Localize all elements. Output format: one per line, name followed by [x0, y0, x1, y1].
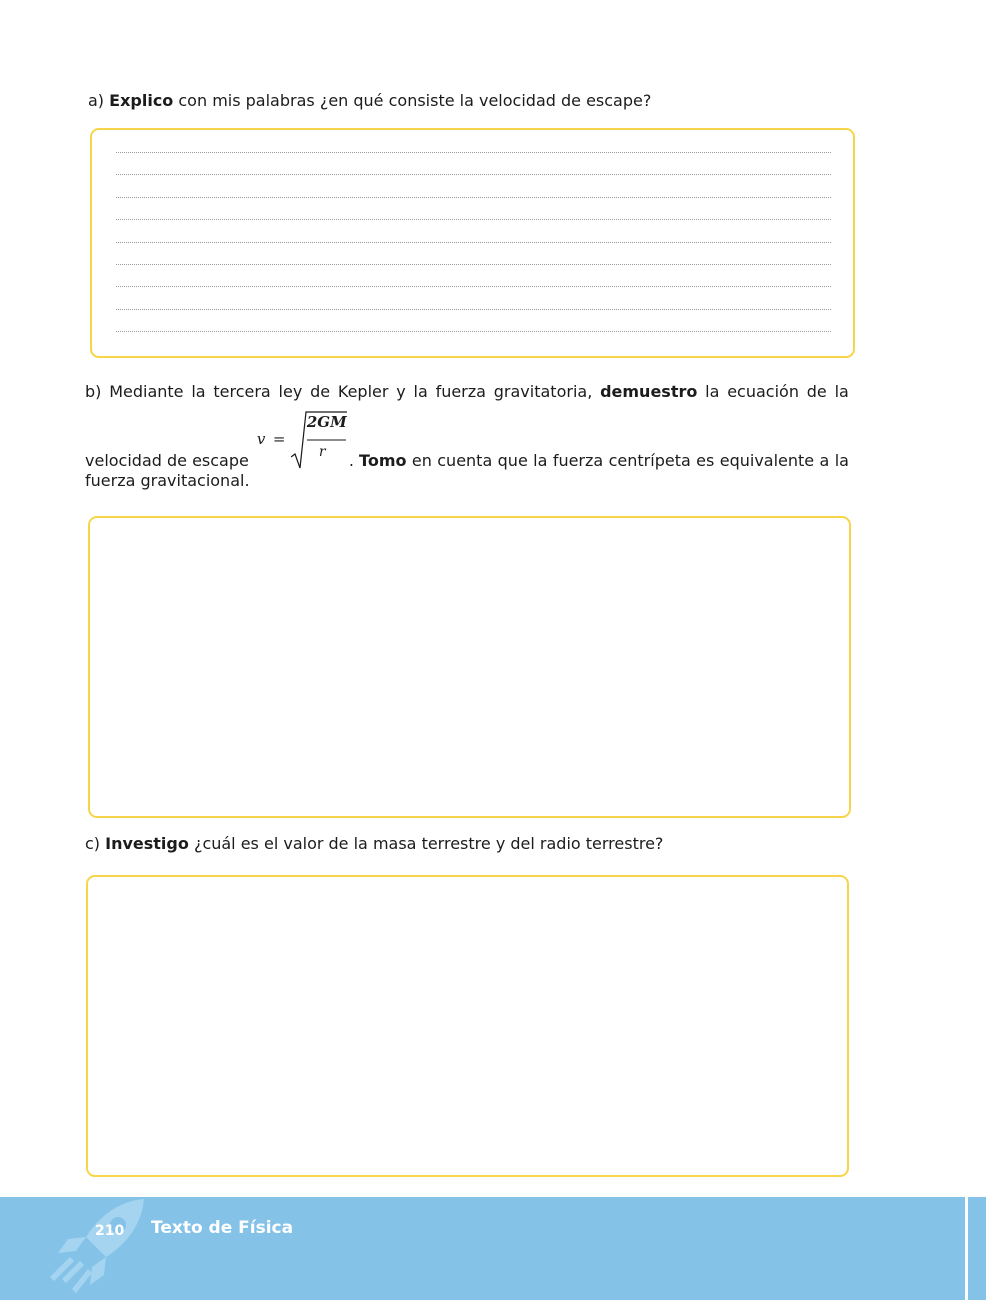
question-b-word: la	[705, 382, 720, 401]
question-b-word: la	[834, 382, 849, 401]
answer-box-c[interactable]	[86, 875, 849, 1177]
question-c-verb: Investigo	[105, 834, 189, 853]
question-b-word: cuenta	[437, 451, 493, 470]
question-b-word: es	[696, 451, 715, 470]
question-a	[88, 90, 651, 112]
page-number: 210	[95, 1223, 125, 1239]
question-b	[85, 380, 849, 492]
formula-denominator: r	[318, 444, 326, 460]
question-b-word: . Tomo	[348, 451, 407, 470]
question-b-word: b)	[85, 382, 102, 401]
writing-line	[116, 174, 831, 175]
footer-title: Texto de Física	[151, 1218, 294, 1238]
formula-lhs: v	[256, 430, 266, 448]
answer-box-a[interactable]	[90, 128, 855, 358]
answer-box-b[interactable]	[88, 516, 851, 818]
question-b-word: que	[497, 451, 528, 470]
question-b-word: la	[533, 451, 548, 470]
question-b-word: Mediante	[109, 382, 184, 401]
footer-stripe	[965, 1197, 968, 1300]
formula-equals: =	[272, 430, 286, 448]
question-a-verb: Explico	[109, 91, 174, 110]
question-a-prefix: a)	[88, 91, 110, 110]
writing-line	[116, 152, 831, 153]
writing-line	[116, 242, 831, 243]
question-b-line-2-rest	[349, 451, 849, 470]
question-b-word: de	[806, 382, 827, 401]
writing-line	[116, 264, 831, 265]
escape-velocity-formula	[253, 408, 349, 470]
question-b-word: la	[191, 382, 206, 401]
page-footer	[0, 1197, 986, 1300]
rocket-icon	[40, 1197, 160, 1300]
question-b-word: equivalente	[719, 451, 815, 470]
question-b-line-2-start: velocidad de escape	[85, 451, 249, 470]
question-b-line-3: fuerza gravitacional.	[85, 471, 250, 490]
question-b-word: la	[834, 451, 849, 470]
question-b-line-2	[85, 408, 849, 470]
writing-line	[116, 331, 831, 332]
question-b-word: de	[310, 382, 331, 401]
question-b-word: gravitatoria,	[493, 382, 593, 401]
question-b-word: ecuación	[727, 382, 799, 401]
question-a-text: con mis palabras ¿en qué consiste la velocidad de escape?	[173, 91, 652, 110]
question-c-text: ¿cuál es el valor de la masa terrestre y del radio terrestre?	[188, 834, 664, 853]
question-b-word: demuestro	[600, 382, 698, 401]
writing-line	[116, 197, 831, 198]
question-b-word: tercera	[213, 382, 271, 401]
writing-line	[116, 309, 831, 310]
question-c	[85, 833, 663, 855]
question-b-word: fuerza	[552, 451, 604, 470]
question-b-word: en	[411, 451, 432, 470]
question-b-line-1	[85, 380, 849, 404]
writing-line	[116, 286, 831, 287]
question-b-word: ley	[278, 382, 303, 401]
question-b-word: la	[413, 382, 428, 401]
question-b-word: Kepler	[337, 382, 389, 401]
question-b-word: a	[819, 451, 830, 470]
question-b-word: centrípeta	[608, 451, 691, 470]
question-b-word: fuerza	[435, 382, 486, 401]
formula-numerator: 2GM	[306, 413, 347, 431]
writing-line	[116, 219, 831, 220]
question-c-prefix: c)	[85, 834, 106, 853]
question-b-word: y	[396, 382, 406, 401]
